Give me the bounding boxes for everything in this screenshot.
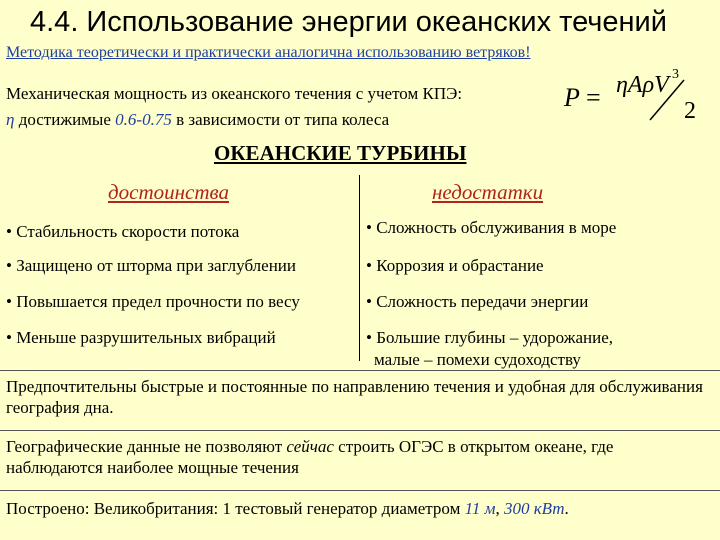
- disadvantage-item: • Большие глубины – удорожание,: [366, 328, 614, 347]
- disadvantage-item: • Сложность обслуживания в море: [366, 218, 617, 237]
- disadvantage-item: • Сложность передачи энергии: [366, 292, 589, 311]
- p3-end: .: [564, 499, 569, 518]
- subtitle: Методика теоретически и практически аналогична использованию ветряков!: [6, 44, 531, 61]
- paragraph-built: [6, 498, 712, 519]
- p3-before: Построено: Великобритания: 1 тестовый генератор диаметром: [6, 499, 461, 518]
- section-divider: [0, 430, 720, 431]
- formula-equals: =: [586, 83, 601, 112]
- section-divider: [0, 490, 720, 491]
- power-description: Механическая мощность из океанского течения с учетом КПЭ:: [6, 84, 463, 103]
- disadvantage-item: • Коррозия и обрастание: [366, 256, 544, 275]
- disadvantage-item-continuation: малые – помехи судоходству: [374, 350, 581, 369]
- paragraph-preferences: Предпочтительны быстрые и постоянные по направлению течения и удобная для обслуживания география дна.: [6, 377, 703, 417]
- formula-denominator: 2: [684, 98, 696, 124]
- p3-diameter: 11 м: [464, 499, 496, 518]
- paragraph-geography: [6, 436, 712, 478]
- disadvantages-title: недостатки: [432, 180, 544, 204]
- efficiency-suffix: в зависимости от типа колеса: [176, 110, 390, 129]
- p3-comma: ,: [495, 499, 500, 518]
- advantages-title: достоинства: [108, 180, 229, 204]
- power-formula: [562, 66, 712, 126]
- efficiency-prefix: достижимые: [18, 110, 111, 129]
- p2-after: строить ОГЭС в открытом океане, где наблюдаются наиболее мощные течения: [6, 437, 614, 477]
- p3-power: 300 кВт: [503, 499, 565, 518]
- advantage-item: • Меньше разрушительных вибраций: [6, 328, 276, 347]
- formula-exponent: 3: [672, 67, 679, 82]
- formula-lhs: P: [564, 83, 580, 112]
- turbines-heading: ОКЕАНСКИЕ ТУРБИНЫ: [214, 141, 467, 165]
- slide-title: 4.4. Использование энергии океанских течений: [30, 6, 667, 38]
- advantage-item: • Повышается предел прочности по весу: [6, 292, 300, 311]
- p2-emphasis: сейчас: [286, 437, 334, 456]
- formula-numerator: ηAρV: [616, 72, 669, 98]
- eta-symbol: η: [6, 110, 15, 129]
- section-divider: [0, 370, 720, 371]
- advantage-item: • Стабильность скорости потока: [6, 222, 240, 241]
- advantage-item: • Защищено от шторма при заглублении: [6, 256, 296, 275]
- efficiency-line: [6, 110, 389, 130]
- p2-before: Географические данные не позволяют: [6, 437, 283, 456]
- efficiency-value: 0.6-0.75: [115, 110, 172, 129]
- column-divider: [359, 175, 360, 361]
